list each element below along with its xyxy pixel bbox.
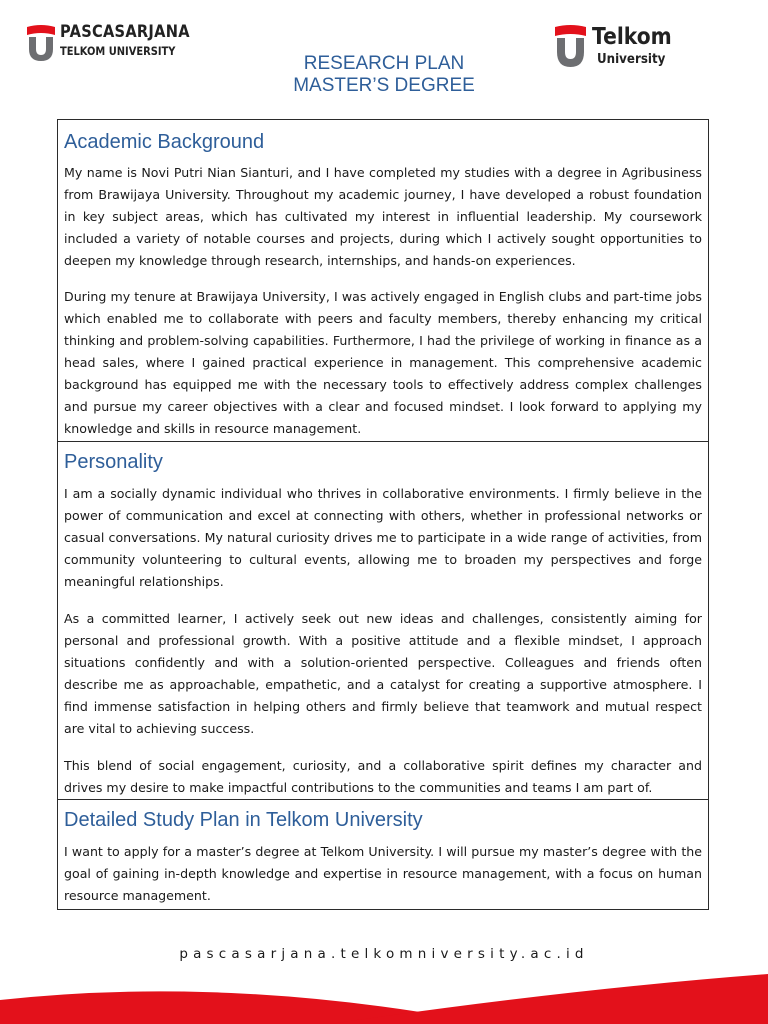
section-heading: Detailed Study Plan in Telkom University: [64, 809, 423, 831]
document-title-line1: RESEARCH PLAN: [303, 53, 465, 74]
logo-right-line1: Telkom: [592, 24, 672, 50]
footer-red-wave: [0, 960, 768, 1024]
section-paragraph: This blend of social engagement, curiosity, and a collaborative spirit defines my character and drives my desire to make impactful contributions to the communities and teams I am part of.: [64, 758, 702, 795]
logo-left-line1: PASCASARJANA: [60, 22, 190, 42]
section-detailed-study-plan: [57, 799, 709, 910]
section-paragraph: During my tenure at Brawijaya University, I was actively engaged in English clubs and part-time jobs which enabled me to collaborate with peers and faculty members, thereby enhancing my critical thinking and problem-solving capabilities. Furthermore, I had the privilege of working in finance as a head sales, where I gained practical experience in management. This comprehensive academic background has equipped me with the necessary tools to effectively address complex challenges and pursue my career objectives with a clear and focused mindset. I look forward to applying my knowledge and skills in resource management.: [64, 289, 702, 436]
logo-right-line2: University: [597, 51, 666, 67]
footer-website-url: pascasarjana.telkomniversity.ac.id: [179, 946, 589, 962]
section-heading: Academic Background: [64, 131, 265, 153]
section-paragraph: I am a socially dynamic individual who thrives in collaborative environments. I firmly believe in the power of communication and excel at connecting with others, whether in professional networks or casual conversations. My natural curiosity drives me to participate in a wide range of activities, from community volunteering to cultural events, allowing me to broaden my perspectives and forge meaningful relationships.: [64, 486, 702, 589]
section-personality: [57, 441, 709, 800]
section-paragraph: As a committed learner, I actively seek out new ideas and challenges, consistently aiming for personal and professional growth. With a positive attitude and a flexible mindset, I approach situations confidently and with a solution-oriented perspective. Colleagues and friends often describe me as approachable, empathetic, and a catalyst for creating a supportive atmosphere. I find immense satisfaction in helping others and firmly believe that teamwork and mutual respect are vital to achieving success.: [64, 611, 702, 736]
section-academic-background: [57, 119, 709, 442]
section-heading: Personality: [64, 451, 163, 473]
section-paragraph: I want to apply for a master’s degree at Telkom University. I will pursue my master’s degree with the goal of gaining in-depth knowledge and expertise in resource management, with a focus on human resource management.: [64, 844, 702, 903]
section-paragraph: My name is Novi Putri Nian Sianturi, and I have completed my studies with a degree in Agribusiness from Brawijaya University. Throughout my academic journey, I have developed a robust foundation in key subject areas, which has cultivated my interest in influential leadership. My coursework included a variety of notable courses and projects, during which I actively sought opportunities to deepen my knowledge through research, internships, and hands-on experiences.: [64, 165, 702, 268]
logo-left-line2: TELKOM UNIVERSITY: [60, 44, 176, 58]
document-title-line2: MASTER’S DEGREE: [293, 75, 475, 96]
